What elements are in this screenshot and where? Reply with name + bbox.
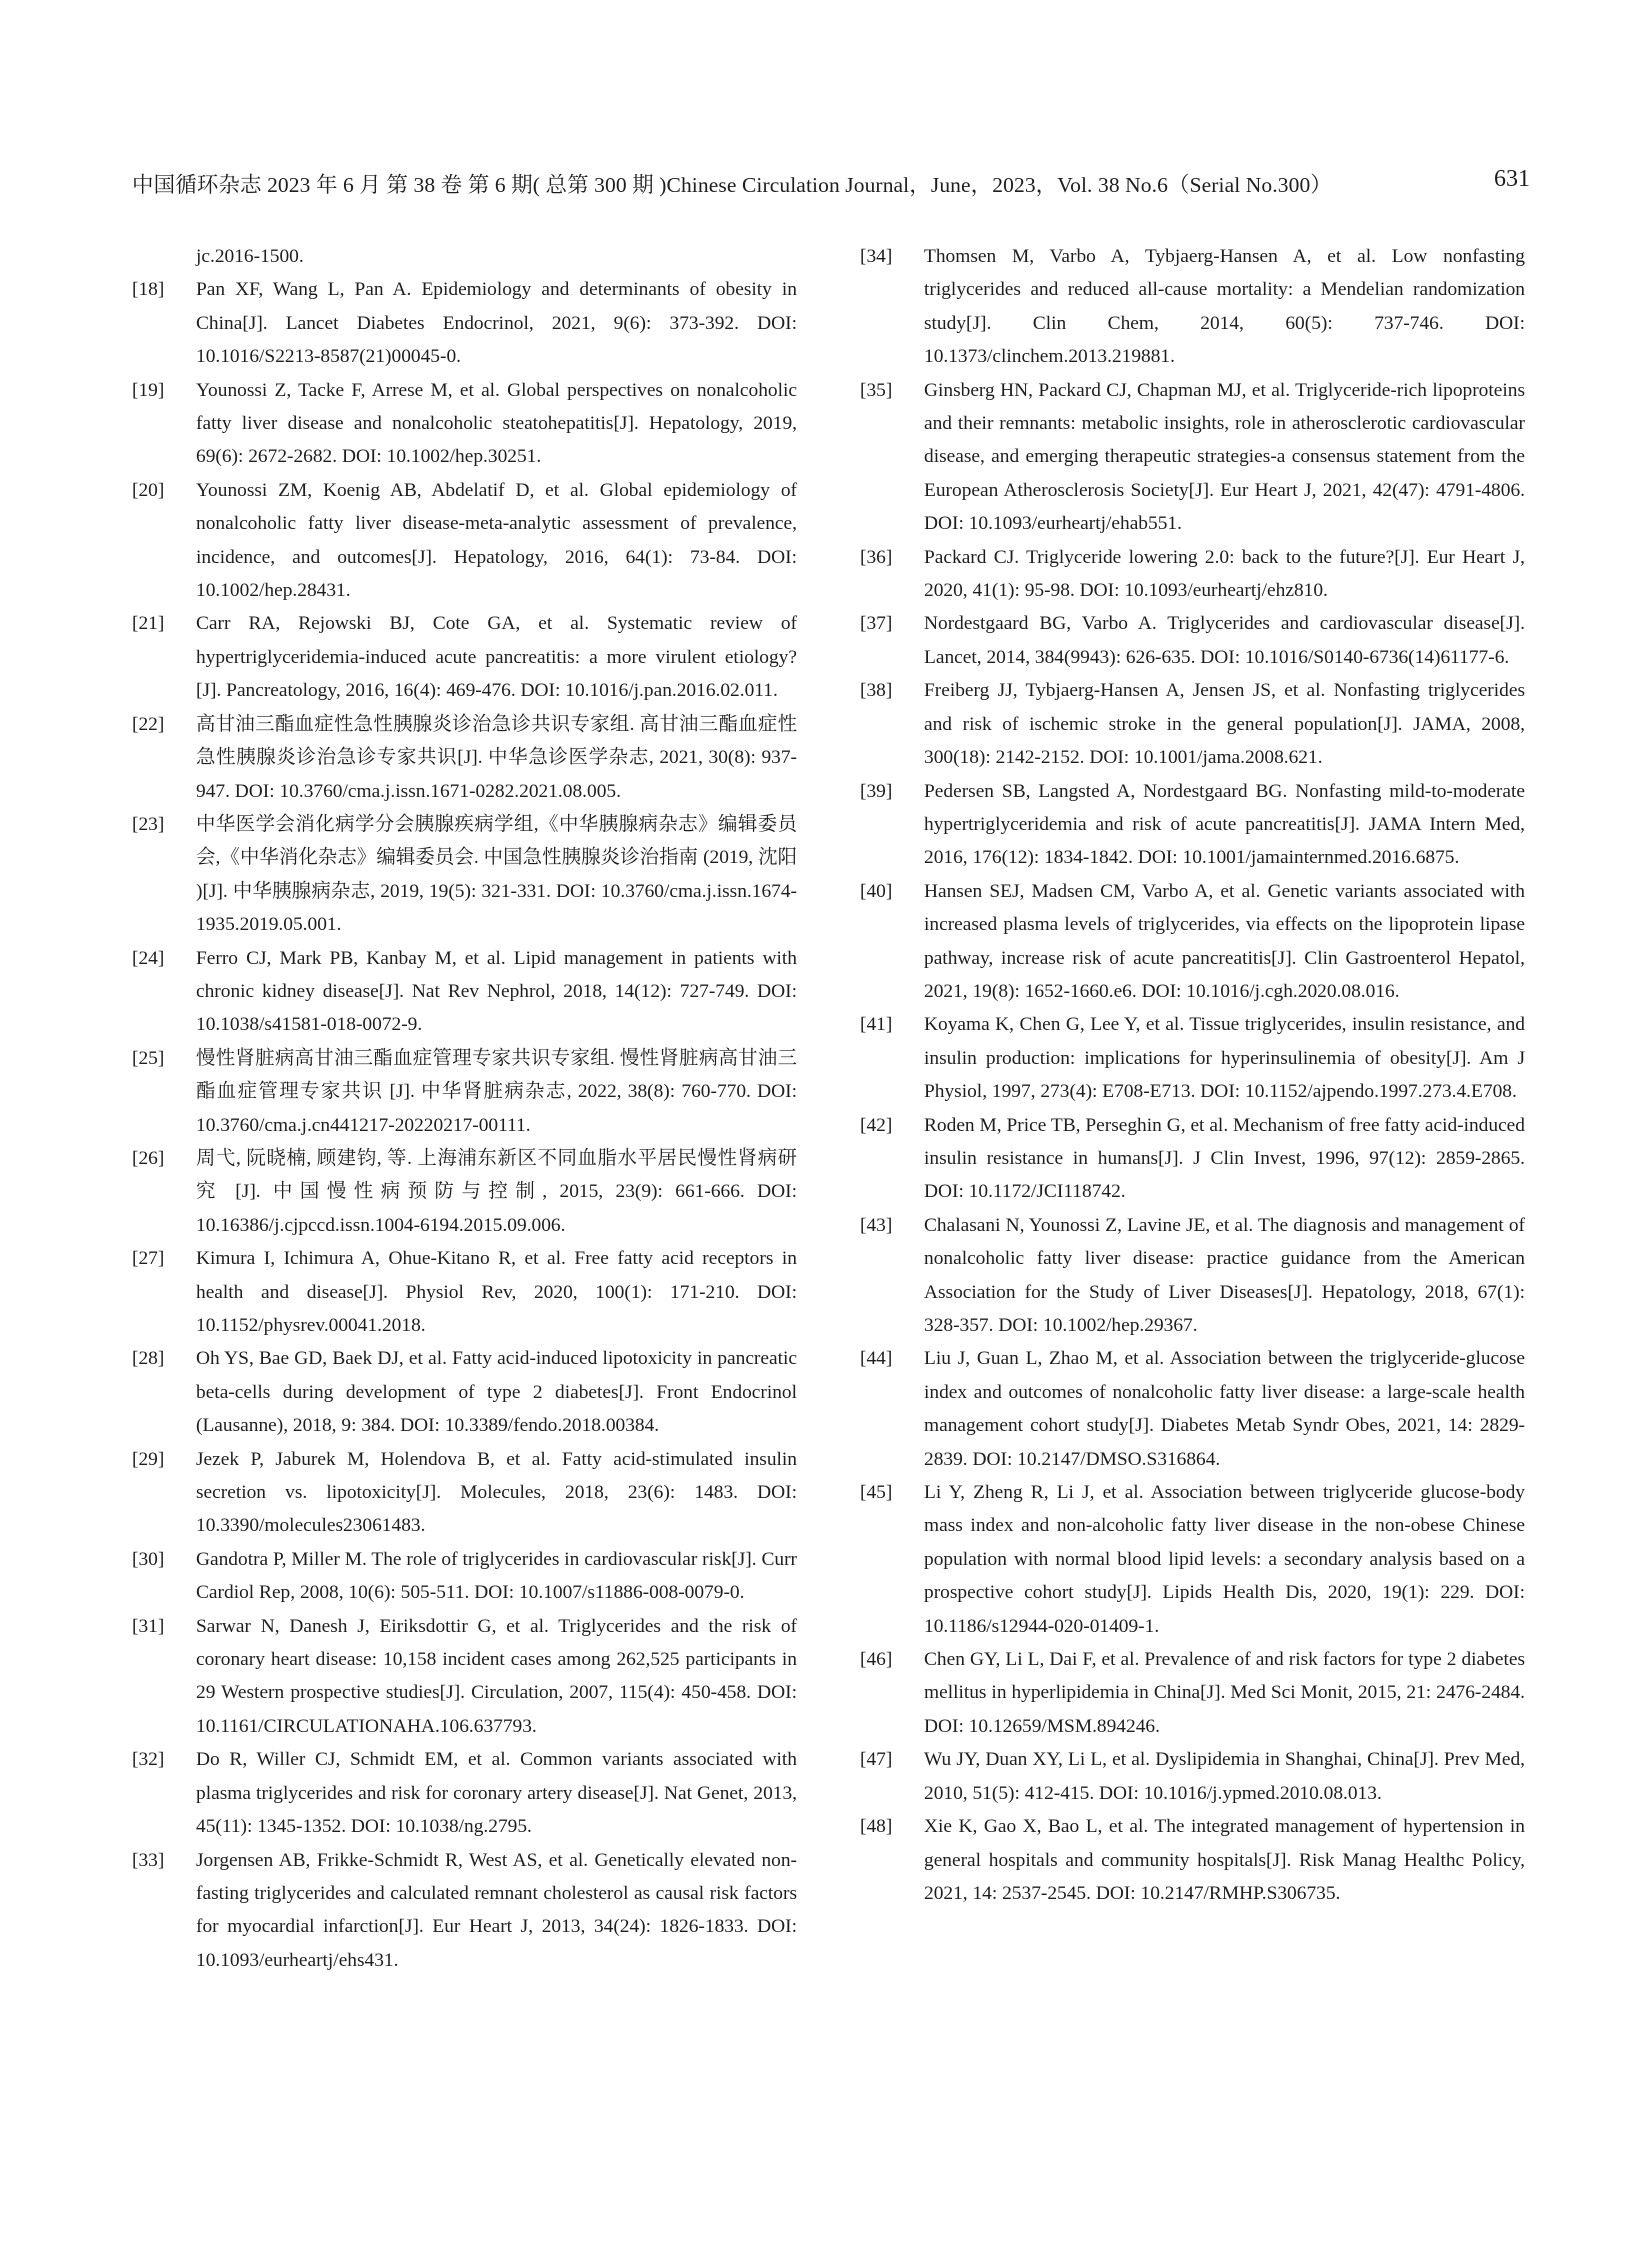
reference-text: Li Y, Zheng R, Li J, et al. Association between triglyceride glucose-body mass index and non-alcoholic fatty liver disease in the non-obese Chinese population with normal blood lipid levels: a secondary analysis based on a prospective cohort study[J]. Lipids Health Dis, 2020, 19(1): 229. DOI: 10.1186/s12944-020-01409-1. (924, 1482, 1525, 1637)
reference-text: Thomsen M, Varbo A, Tybjaerg-Hansen A, et al. Low nonfasting triglycerides and reduced all-cause mortality: a Mendelian randomization study[J]. Clin Chem, 2014, 60(5): 737-746. DOI: 10.1373/clinchem.2013.219881. (924, 246, 1525, 368)
reference-number: [39] (860, 780, 893, 802)
reference-text: Ferro CJ, Mark PB, Kanbay M, et al. Lipid management in patients with chronic kidney disease[J]. Nat Rev Nephrol, 2018, 14(12): 727-749. DOI: 10.1038/s41581-018-0072-9. (196, 947, 797, 1036)
reference-entry (860, 240, 1525, 374)
reference-text: Younossi Z, Tacke F, Arrese M, et al. Global perspectives on nonalcoholic fatty liver disease and nonalcoholic steatohepatitis[J]. Hepatology, 2019, 69(6): 2672-2682. DOI: 10.1002/hep.30251. (196, 379, 797, 468)
reference-entry (860, 1008, 1525, 1108)
reference-number: [23] (132, 813, 165, 835)
reference-number: [33] (132, 1849, 165, 1871)
reference-entry (860, 374, 1525, 541)
reference-number: [37] (860, 613, 893, 635)
reference-text: Nordestgaard BG, Varbo A. Triglycerides and cardiovascular disease[J]. Lancet, 2014, 384(9943): 626-635. DOI: 10.1016/S0140-6736(14)61177-6. (924, 613, 1525, 668)
reference-text: 慢性肾脏病高甘油三酯血症管理专家共识专家组. 慢性肾脏病高甘油三酯血症管理专家共识 [J]. 中华肾脏病杂志, 2022, 38(8): 760-770. DOI: 10.3760/cma.j.cn441217-20220217-00111. (196, 1047, 797, 1136)
reference-column-left (132, 240, 797, 1977)
reference-number: [22] (132, 713, 165, 735)
reference-number: [43] (860, 1214, 893, 1236)
reference-text: 高甘油三酯血症性急性胰腺炎诊治急诊共识专家组. 高甘油三酯血症性急性胰腺炎诊治急诊专家共识[J]. 中华急诊医学杂志, 2021, 30(8): 937-947. DOI: 10.3760/cma.j.issn.1671-0282.2021.08.005. (196, 713, 797, 802)
reference-entry (132, 1042, 797, 1142)
reference-text: Oh YS, Bae GD, Baek DJ, et al. Fatty acid-induced lipotoxicity in pancreatic beta-cells during development of type 2 diabetes[J]. Front Endocrinol (Lausanne), 2018, 9: 384. DOI: 10.3389/fendo.2018.00384. (196, 1348, 797, 1437)
reference-entry (860, 607, 1525, 674)
reference-number: [25] (132, 1047, 165, 1069)
reference-entry (132, 1242, 797, 1342)
reference-list-left (132, 273, 797, 1977)
reference-text: 周弋, 阮晓楠, 顾建钧, 等. 上海浦东新区不同血脂水平居民慢性肾病研究 [J]. 中国慢性病预防与控制, 2015, 23(9): 661-666. DOI: 10.16386/j.cjpccd.issn.1004-6194.2015.09.006. (196, 1147, 797, 1236)
reference-entry (132, 708, 797, 808)
reference-number: [20] (132, 479, 165, 501)
reference-text: Kimura I, Ichimura A, Ohue-Kitano R, et al. Free fatty acid receptors in health and disease[J]. Physiol Rev, 2020, 100(1): 171-210. DOI: 10.1152/physrev.00041.2018. (196, 1248, 797, 1336)
reference-text: Chen GY, Li L, Dai F, et al. Prevalence of and risk factors for type 2 diabetes mellitus in hyperlipidemia in China[J]. Med Sci Monit, 2015, 21: 2476-2484. DOI: 10.12659/MSM.894246. (924, 1649, 1525, 1737)
reference-list-right (860, 240, 1525, 1910)
reference-text: Gandotra P, Miller M. The role of triglycerides in cardiovascular risk[J]. Curr Cardiol Rep, 2008, 10(6): 505-511. DOI: 10.1007/s11886-008-0079-0. (196, 1548, 797, 1604)
reference-entry (132, 1342, 797, 1442)
reference-text: Ginsberg HN, Packard CJ, Chapman MJ, et al. Triglyceride-rich lipoproteins and their remnants: metabolic insights, role in atherosclerotic cardiovascular disease, and emerging therapeutic strategies-a consensus statement from the European Atherosclerosis Society[J]. Eur Heart J, 2021, 42(47): 4791-4806. DOI: 10.1093/eurheartj/ehab551. (924, 379, 1525, 535)
reference-entry (132, 1543, 797, 1610)
reference-number: [44] (860, 1348, 893, 1370)
reference-number: [47] (860, 1749, 893, 1771)
reference-number: [18] (132, 279, 165, 301)
reference-text: Carr RA, Rejowski BJ, Cote GA, et al. Systematic review of hypertriglyceridemia-induced acute pancreatitis: a more virulent etiology?[J]. Pancreatology, 2016, 16(4): 469-476. DOI: 10.1016/j.pan.2016.02.011. (196, 613, 797, 702)
reference-text: Packard CJ. Triglyceride lowering 2.0: back to the future?[J]. Eur Heart J, 2020, 41(1): 95-98. DOI: 10.1093/eurheartj/ehz810. (924, 546, 1525, 602)
reference-number: [31] (132, 1615, 165, 1637)
reference-entry (860, 1643, 1525, 1743)
reference-text: Do R, Willer CJ, Schmidt EM, et al. Common variants associated with plasma triglycerides and risk for coronary artery disease[J]. Nat Genet, 2013, 45(11): 1345-1352. DOI: 10.1038/ng.2795. (196, 1749, 797, 1838)
reference-entry (860, 541, 1525, 608)
reference-number: [19] (132, 379, 165, 401)
reference-text: Pan XF, Wang L, Pan A. Epidemiology and determinants of obesity in China[J]. Lancet Diabetes Endocrinol, 2021, 9(6): 373-392. DOI: 10.1016/S2213-8587(21)00045-0. (196, 279, 797, 368)
reference-entry (132, 1443, 797, 1543)
reference-entry (132, 1142, 797, 1242)
reference-entry (132, 1844, 797, 1978)
reference-continuation: jc.2016-1500. (196, 246, 304, 267)
reference-entry (132, 1743, 797, 1843)
reference-text: Freiberg JJ, Tybjaerg-Hansen A, Jensen JS, et al. Nonfasting triglycerides and risk of ischemic stroke in the general population[J]. JAMA, 2008, 300(18): 2142-2152. DOI: 10.1001/jama.2008.621. (924, 680, 1525, 769)
reference-text: Pedersen SB, Langsted A, Nordestgaard BG. Nonfasting mild-to-moderate hypertriglyceridemia and risk of acute pancreatitis[J]. JAMA Intern Med, 2016, 176(12): 1834-1842. DOI: 10.1001/jamainternmed.2016.6875. (924, 780, 1525, 869)
reference-entry (860, 1209, 1525, 1343)
reference-entry (860, 1476, 1525, 1643)
reference-number: [41] (860, 1014, 893, 1036)
reference-entry (860, 1342, 1525, 1476)
reference-entry (860, 775, 1525, 875)
reference-text: Roden M, Price TB, Perseghin G, et al. Mechanism of free fatty acid-induced insulin resistance in humans[J]. J Clin Invest, 1996, 97(12): 2859-2865. DOI: 10.1172/JCI118742. (924, 1114, 1525, 1203)
reference-entry (860, 1810, 1525, 1910)
reference-entry (132, 942, 797, 1042)
running-header (132, 168, 1530, 204)
reference-number: [42] (860, 1114, 893, 1136)
reference-entry (860, 875, 1525, 1009)
reference-number: [30] (132, 1548, 165, 1570)
reference-text: Jorgensen AB, Frikke-Schmidt R, West AS, et al. Genetically elevated non-fasting triglycerides and calculated remnant cholesterol as causal risk factors for myocardial infarction[J]. Eur Heart J, 2013, 34(24): 1826-1833. DOI: 10.1093/eurheartj/ehs431. (196, 1849, 797, 1971)
reference-number: [24] (132, 947, 165, 969)
reference-number: [46] (860, 1649, 893, 1671)
reference-number: [26] (132, 1147, 165, 1169)
reference-text: Hansen SEJ, Madsen CM, Varbo A, et al. Genetic variants associated with increased plasma levels of triglycerides, via effects on the lipoprotein lipase pathway, increase risk of acute pancreatitis[J]. Clin Gastroenterol Hepatol, 2021, 19(8): 1652-1660.e6. DOI: 10.1016/j.cgh.2020.08.016. (924, 880, 1525, 1002)
reference-number: [38] (860, 680, 893, 702)
reference-text: Koyama K, Chen G, Lee Y, et al. Tissue triglycerides, insulin resistance, and insulin production: implications for hyperinsulinemia of obesity[J]. Am J Physiol, 1997, 273(4): E708-E713. DOI: 10.1152/ajpendo.1997.273.4.E708. (924, 1014, 1525, 1103)
reference-entry (132, 808, 797, 942)
reference-number: [45] (860, 1482, 893, 1504)
reference-number: [28] (132, 1348, 165, 1370)
reference-number: [34] (860, 246, 893, 267)
reference-text: Chalasani N, Younossi Z, Lavine JE, et al. The diagnosis and management of nonalcoholic fatty liver disease: practice guidance from the American Association for the Study of Liver Diseases[J]. Hepatology, 2018, 67(1): 328-357. DOI: 10.1002/hep.29367. (924, 1214, 1525, 1336)
reference-number: [21] (132, 613, 165, 635)
reference-number: [32] (132, 1749, 165, 1771)
reference-entry (132, 474, 797, 608)
reference-number: [36] (860, 546, 893, 568)
reference-text: Wu JY, Duan XY, Li L, et al. Dyslipidemia in Shanghai, China[J]. Prev Med, 2010, 51(5): 412-415. DOI: 10.1016/j.ypmed.2010.08.013. (924, 1749, 1525, 1804)
reference-entry (860, 1109, 1525, 1209)
reference-number: [35] (860, 379, 893, 401)
reference-text: Liu J, Guan L, Zhao M, et al. Association between the triglyceride-glucose index and outcomes of nonalcoholic fatty liver disease: a large-scale health management cohort study[J]. Diabetes Metab Syndr Obes, 2021, 14: 2829-2839. DOI: 10.2147/DMSO.S316864. (924, 1348, 1525, 1470)
journal-line: 中国循环杂志 2023 年 6 月 第 38 卷 第 6 期( 总第 300 期 )Chinese Circulation Journal，June，2023，Vol. 38 No.6（Serial No.300） (132, 173, 1332, 197)
reference-text: Jezek P, Jaburek M, Holendova B, et al. Fatty acid-stimulated insulin secretion vs. lipotoxicity[J]. Molecules, 2018, 23(6): 1483. DOI: 10.3390/molecules23061483. (196, 1448, 797, 1537)
reference-number: [27] (132, 1248, 165, 1270)
reference-text: Sarwar N, Danesh J, Eiriksdottir G, et al. Triglycerides and the risk of coronary heart disease: 10,158 incident cases among 262,525 participants in 29 Western prospective studies[J]. Circulation, 2007, 115(4): 450-458. DOI: 10.1161/CIRCULATIONAHA.106.637793. (196, 1615, 797, 1737)
reference-text: 中华医学会消化病学分会胰腺疾病学组,《中华胰腺病杂志》编辑委员会,《中华消化杂志》编辑委员会. 中国急性胰腺炎诊治指南 (2019, 沈阳 )[J]. 中华胰腺病杂志, 2019, 19(5): 321-331. DOI: 10.3760/cma.j.issn.1674-1935.2019.05.001. (196, 813, 797, 936)
reference-entry (860, 1743, 1525, 1810)
reference-text: Younossi ZM, Koenig AB, Abdelatif D, et al. Global epidemiology of nonalcoholic fatty liver disease-meta-analytic assessment of prevalence, incidence, and outcomes[J]. Hepatology, 2016, 64(1): 73-84. DOI: 10.1002/hep.28431. (196, 479, 797, 602)
reference-column-right (860, 240, 1525, 1910)
reference-entry (132, 374, 797, 474)
reference-entry (132, 607, 797, 707)
reference-number: [29] (132, 1448, 165, 1470)
reference-text: Xie K, Gao X, Bao L, et al. The integrated management of hypertension in general hospitals and community hospitals[J]. Risk Manag Healthc Policy, 2021, 14: 2537-2545. DOI: 10.2147/RMHP.S306735. (924, 1816, 1525, 1904)
reference-number: [40] (860, 880, 893, 902)
page-number: 631 (1494, 166, 1530, 192)
reference-entry (132, 273, 797, 373)
reference-entry (132, 1610, 797, 1744)
reference-entry (860, 674, 1525, 774)
reference-number: [48] (860, 1816, 893, 1838)
